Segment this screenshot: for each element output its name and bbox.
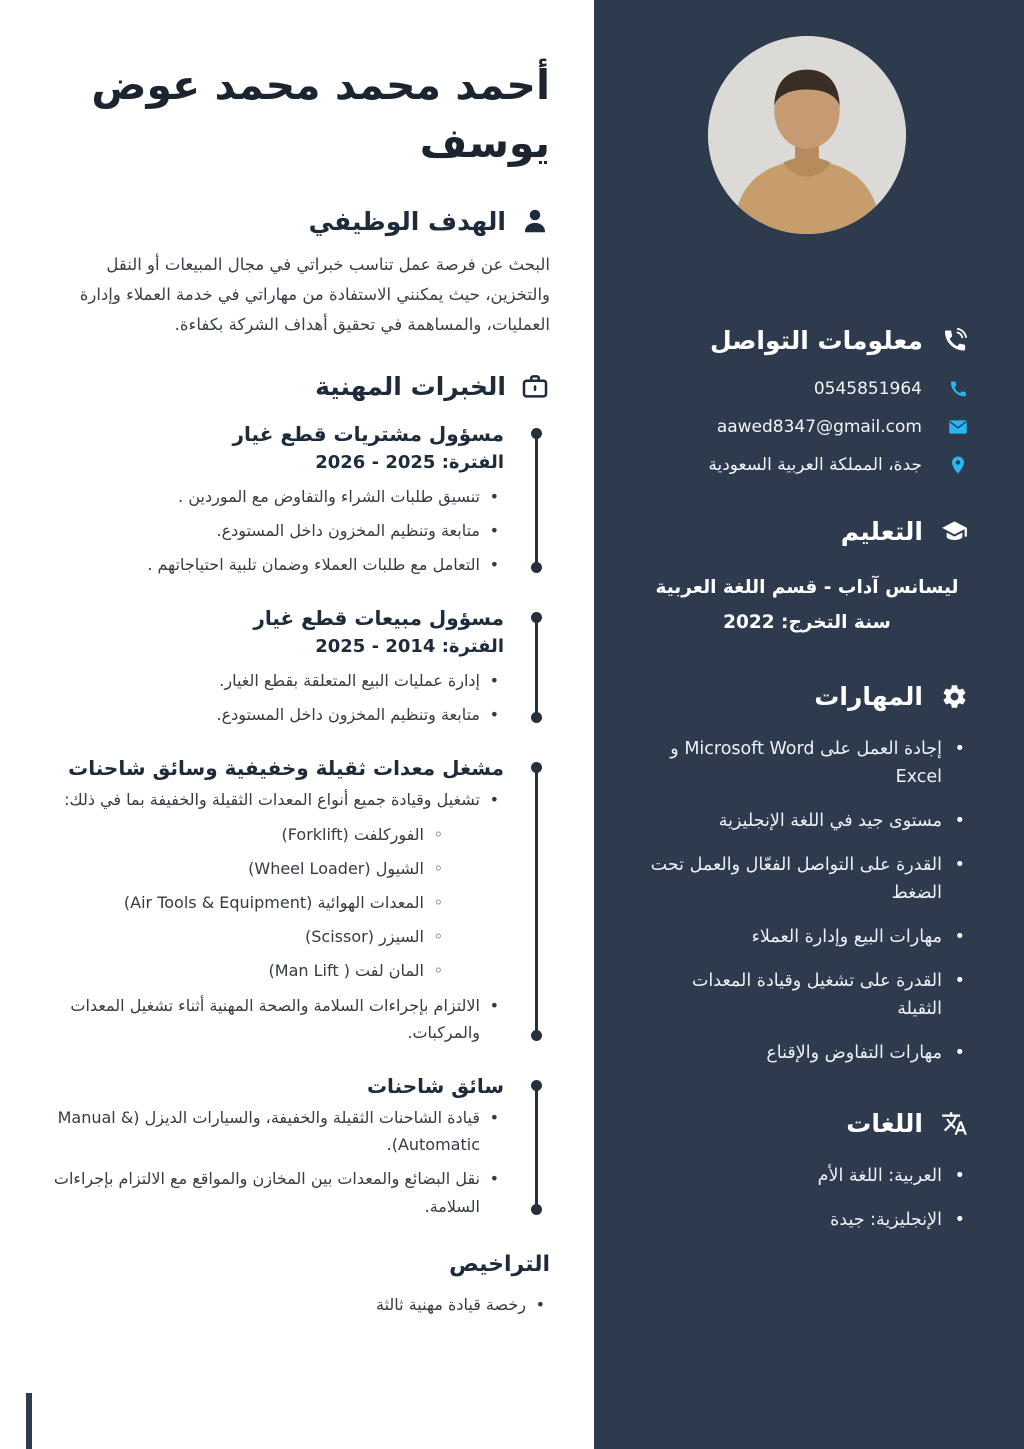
person-icon	[520, 206, 550, 236]
experience-section	[52, 372, 550, 1220]
graduation-cap-icon	[941, 518, 968, 545]
job-sub-bullet: ◦ الشيول (Wheel Loader)	[52, 855, 448, 882]
languages-title: اللغات	[846, 1109, 923, 1139]
job-entry	[52, 756, 550, 1046]
job-bullet: • تشغيل وقيادة جميع أنواع المعدات الثقيلة والخفيفة بما في ذلك:	[52, 786, 504, 813]
education-title: التعليم	[840, 517, 923, 546]
education-section	[646, 517, 968, 640]
objective-heading	[52, 206, 550, 236]
contact-phone: 0545851964	[813, 379, 922, 399]
education-heading	[646, 517, 968, 546]
job-entry	[52, 422, 550, 579]
phone-icon	[948, 379, 968, 399]
job-bullets	[52, 483, 504, 579]
skill-item: • مهارات التفاوض والإقناع	[646, 1039, 968, 1067]
job-bullet: • متابعة وتنظيم المخزون داخل المستودع.	[52, 517, 504, 544]
job-bullets	[52, 786, 504, 1046]
skill-item: • مستوى جيد في اللغة الإنجليزية	[646, 807, 968, 835]
objective-text: البحث عن فرصة عمل تناسب خبراتي في مجال المبيعات أو النقل والتخزين، حيث يمكنني الاستفادة من مهاراتي في خدمة العملاء وإدارة العمليات، والمساهمة في تحقيق أهداف الشركة بكفاءة.	[79, 255, 550, 334]
languages-list	[646, 1162, 968, 1234]
contact-phone-row	[646, 379, 968, 399]
license-item: • رخصة قيادة مهنية ثالثة	[52, 1291, 550, 1318]
job-title: مسؤول مشتريات قطع غيار	[232, 421, 504, 446]
skill-item: • القدرة على التواصل الفعّال والعمل تحت الضغط	[646, 851, 968, 907]
licenses-list	[52, 1291, 550, 1318]
profile-photo	[708, 36, 906, 234]
job-period: الفترة: 2025 - 2026	[315, 451, 504, 473]
contact-section	[646, 326, 968, 475]
skills-section	[646, 682, 968, 1067]
skills-list	[646, 735, 968, 1067]
licenses-section	[52, 1252, 550, 1318]
job-period: الفترة: 2014 - 2025	[315, 636, 504, 658]
skill-item: • مهارات البيع وإدارة العملاء	[646, 923, 968, 951]
languages-section	[646, 1109, 968, 1234]
experience-heading	[52, 372, 550, 402]
job-bullet: • قيادة الشاحنات الثقيلة والخفيفة، والسيارات الديزل (Manual & Automatic).	[52, 1104, 504, 1158]
phone-call-icon	[941, 327, 968, 354]
contact-location-row	[646, 455, 968, 475]
job-sub-bullet: ◦ السيزر (Scissor)	[52, 923, 448, 950]
job-sub-bullet: ◦ المعدات الهوائية (Air Tools & Equipment)	[52, 889, 448, 916]
candidate-name: أحمد محمد محمد عوض يوسف	[91, 61, 550, 168]
job-bullets	[52, 1104, 504, 1220]
job-title: مسؤول مبيعات قطع غيار	[253, 606, 504, 631]
timeline-dot	[531, 1204, 542, 1215]
skill-item: • إجادة العمل على Microsoft Word و Excel	[646, 735, 968, 791]
job-title: سائق شاحنات	[366, 1073, 504, 1098]
job-entry	[52, 606, 550, 728]
timeline-dot	[531, 562, 542, 573]
job-bullet: • تنسيق طلبات الشراء والتفاوض مع الموردين .	[52, 483, 504, 510]
languages-heading	[646, 1109, 968, 1138]
contact-title: معلومات التواصل	[709, 326, 923, 355]
language-item: • الإنجليزية: جيدة	[646, 1206, 968, 1234]
avatar	[708, 36, 906, 234]
skills-title: المهارات	[814, 682, 923, 712]
objective-section	[52, 206, 550, 339]
job-bullet: • الالتزام بإجراءات السلامة والصحة المهنية أثناء تشغيل المعدات والمركبات.	[52, 992, 504, 1046]
job-bullet: • إدارة عمليات البيع المتعلقة بقطع الغيار.	[52, 667, 504, 694]
job-sub-bullet: ◦ المان لفت ( Man Lift)	[52, 957, 448, 984]
experience-title: الخبرات المهنية	[315, 372, 506, 401]
job-sub-bullet: ◦ الفوركلفت (Forklift)	[52, 821, 448, 848]
contact-heading	[646, 326, 968, 355]
translate-icon	[941, 1110, 968, 1137]
briefcase-icon	[520, 372, 550, 402]
timeline-dot	[531, 1030, 542, 1041]
education-degree: ليسانس آداب - قسم اللغة العربية	[655, 577, 959, 598]
timeline-dot	[531, 712, 542, 723]
job-bullet: • متابعة وتنظيم المخزون داخل المستودع.	[52, 701, 504, 728]
decorative-bar	[26, 1393, 32, 1449]
objective-title: الهدف الوظيفي	[308, 206, 506, 236]
education-grad-year: سنة التخرج: 2022	[723, 612, 891, 634]
job-title: مشغل معدات ثقيلة وخفيفية وسائق شاحنات	[68, 756, 504, 781]
skill-item: • القدرة على تشغيل وقيادة المعدات الثقيلة	[646, 967, 968, 1023]
timeline-line	[535, 435, 538, 567]
sidebar	[594, 0, 1024, 1449]
job-entry	[52, 1074, 550, 1220]
skills-heading	[646, 682, 968, 711]
timeline-line	[535, 769, 538, 1034]
jobs-list	[52, 422, 550, 1220]
contact-location: جدة، المملكة العربية السعودية	[708, 455, 922, 475]
map-pin-icon	[948, 455, 968, 475]
envelope-icon	[948, 417, 968, 437]
job-bullet: • التعامل مع طلبات العملاء وضمان تلبية احتياجاتهم .	[52, 551, 504, 578]
timeline-line	[535, 619, 538, 716]
contact-email: aawed8347@gmail.com	[716, 417, 922, 437]
job-bullets	[52, 667, 504, 728]
gear-icon	[941, 683, 968, 710]
contact-email-row	[646, 417, 968, 437]
timeline-line	[535, 1087, 538, 1208]
job-bullet: • نقل البضائع والمعدات بين المخازن والمواقع مع الالتزام بإجراءات السلامة.	[52, 1165, 504, 1219]
licenses-title: التراخيص	[449, 1251, 550, 1277]
language-item: • العربية: اللغة الأم	[646, 1162, 968, 1190]
